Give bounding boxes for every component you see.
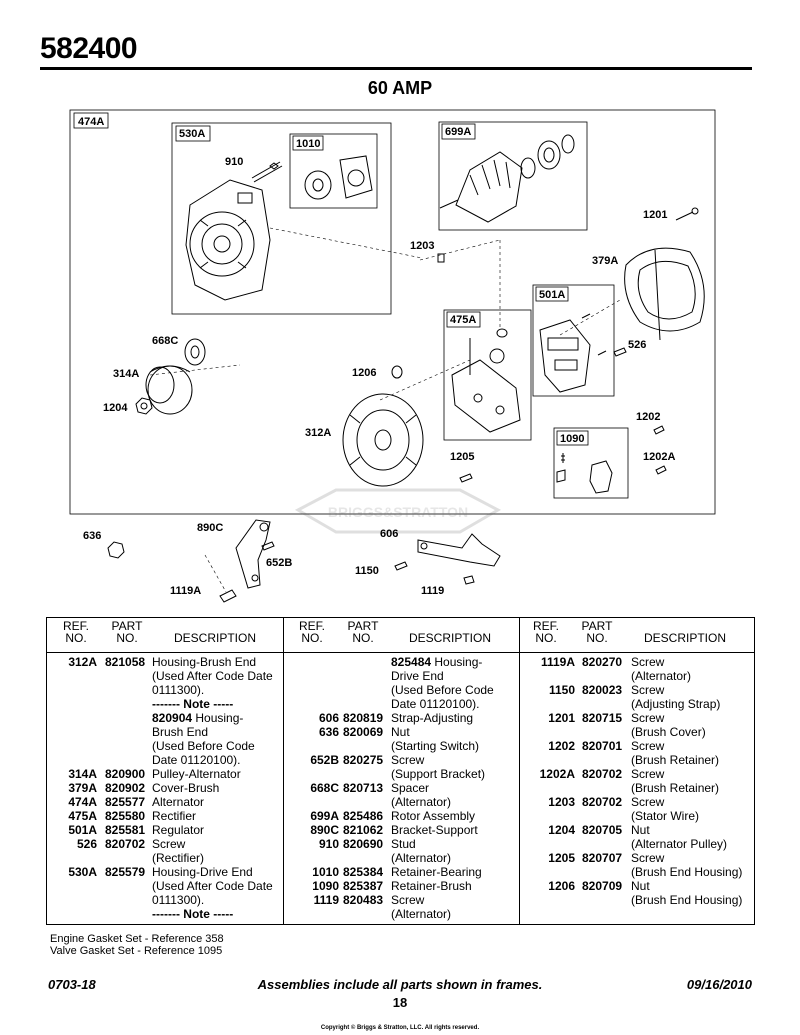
description: Bracket-Support: [391, 823, 478, 837]
description: Screw: [631, 767, 665, 781]
part-no: 820709: [582, 879, 623, 893]
stud-910-drawing: [252, 162, 282, 182]
part-no: 820270: [582, 655, 623, 669]
table-row: [47, 711, 283, 725]
header-part-no: PART NO.: [111, 619, 143, 645]
part-no: 820690: [343, 837, 384, 851]
table-row: [47, 669, 283, 683]
description: (Alternator): [391, 851, 452, 865]
spacer-668C-drawing: [185, 339, 205, 365]
ref-no: 530A: [68, 865, 97, 879]
table-row: [47, 823, 283, 837]
header-ref-no: REF. NO.: [532, 619, 559, 645]
table-row: [519, 669, 755, 683]
header-description: DESCRIPTION: [174, 631, 257, 645]
header-description: DESCRIPTION: [409, 631, 492, 645]
ref-no: 1202A: [539, 767, 575, 781]
watermark-text: BRIGGS&STRATTON: [327, 504, 469, 520]
screw-1202A-drawing: [656, 466, 666, 474]
label-1150: 1150: [355, 565, 379, 577]
table-row: [47, 837, 283, 851]
label-475A: 475A: [450, 314, 477, 326]
part-no: 820702: [582, 795, 623, 809]
description: Drive End: [391, 669, 444, 683]
description: (Used Before Code: [391, 683, 494, 697]
table-row: [283, 753, 519, 767]
footer-assemblies-note: Assemblies include all parts shown in frames.: [257, 977, 543, 992]
model-number: 582400: [40, 32, 138, 65]
description: Housing-Drive End: [152, 865, 253, 879]
table-row: [519, 781, 755, 795]
valve-gasket-note: Valve Gasket Set - Reference 1095: [50, 945, 223, 957]
description: Screw: [631, 655, 665, 669]
screw-1119-drawing: [464, 576, 474, 584]
gasket-notes: [50, 933, 224, 957]
drive-end-housing-drawing: [186, 180, 270, 300]
description: (Used After Code Date: [152, 879, 273, 893]
ref-no: 910: [318, 837, 339, 851]
description: (Stator Wire): [631, 809, 700, 823]
table-row: [519, 711, 755, 725]
ref-no: 312A: [68, 655, 97, 669]
label-312A: 312A: [305, 427, 332, 439]
table-row: [283, 837, 519, 851]
table-row: [283, 669, 519, 683]
frame-474A: [70, 110, 715, 514]
description: (Used After Code Date: [152, 669, 273, 683]
header-description: DESCRIPTION: [644, 631, 727, 645]
table-row: [47, 795, 283, 809]
parts-table: [46, 617, 755, 925]
table-row: [47, 879, 283, 893]
description: Brush End: [152, 725, 209, 739]
table-row: [519, 753, 755, 767]
ref-no: 1010: [312, 865, 339, 879]
ref-no: 606: [318, 711, 339, 725]
table-row: [47, 893, 283, 907]
label-474A: 474A: [78, 116, 105, 128]
description: (Alternator Pulley): [631, 837, 728, 851]
support-bracket-890C-drawing: [236, 520, 270, 588]
table-row: [47, 851, 283, 865]
ref-no: 314A: [68, 767, 97, 781]
description: (Brush End Housing): [631, 865, 743, 879]
table-row: [283, 823, 519, 837]
description: Screw: [152, 837, 186, 851]
table-row: [519, 865, 755, 879]
adjusting-strap-606-drawing: [418, 534, 500, 566]
description: Stud: [391, 837, 416, 851]
part-no: 825580: [105, 809, 146, 823]
description: Alternator: [152, 795, 205, 809]
description: Screw: [631, 711, 665, 725]
ref-no: 1090: [312, 879, 339, 893]
ref-no: 1201: [548, 711, 575, 725]
description: Screw: [631, 683, 665, 697]
nut-1206-drawing: [392, 366, 402, 378]
description: Regulator: [152, 823, 205, 837]
label-530A: 530A: [179, 128, 206, 140]
brush-retainer-1090-drawing: [557, 453, 612, 493]
label-1205: 1205: [450, 451, 475, 463]
description: (Alternator): [631, 669, 692, 683]
part-no: 820702: [582, 767, 623, 781]
footer-date: 09/16/2010: [686, 977, 752, 992]
table-row: [283, 739, 519, 753]
part-no: 825579: [105, 865, 146, 879]
ref-no: 474A: [68, 795, 97, 809]
description: ------- Note -----: [152, 907, 234, 921]
description: Cover-Brush: [152, 781, 220, 795]
table-row: [47, 697, 283, 711]
ref-no: 1206: [548, 879, 575, 893]
label-1119A: 1119A: [170, 585, 202, 597]
screw-1205-drawing: [460, 474, 472, 482]
description: Nut: [631, 823, 650, 837]
frame-530A: [172, 123, 391, 314]
ref-no: 1119A: [540, 655, 575, 669]
ref-no: 501A: [68, 823, 97, 837]
description: Screw: [631, 795, 665, 809]
description: (Brush Retainer): [631, 753, 720, 767]
label-1203: 1203: [410, 240, 435, 252]
part-no: 825384: [343, 865, 384, 879]
footer-code: 0703-18: [48, 977, 96, 992]
ref-no: 699A: [310, 809, 339, 823]
ref-no: 1119: [313, 893, 339, 907]
description: (Adjusting Strap): [631, 697, 721, 711]
label-1206: 1206: [352, 367, 377, 379]
part-no: 825581: [105, 823, 146, 837]
table-row: [283, 851, 519, 865]
table-row: [47, 781, 283, 795]
table-row: [519, 879, 755, 893]
table-row: [519, 837, 755, 851]
label-1204: 1204: [103, 402, 128, 414]
description: Screw: [391, 893, 425, 907]
table-row: [519, 823, 755, 837]
table-row: [47, 739, 283, 753]
parts-column-1: [47, 655, 283, 921]
part-no: 821058: [105, 655, 146, 669]
part-no: 820713: [343, 781, 384, 795]
description: 825484 Housing-: [391, 655, 483, 669]
diagram-title: 60 AMP: [367, 78, 433, 98]
header-part-no: PART NO.: [581, 619, 613, 645]
screw-1201-drawing: [676, 208, 698, 220]
table-row: [519, 655, 755, 669]
screw-1119A-drawing: [220, 590, 236, 602]
bearing-retainer-1010-drawing: [305, 156, 372, 199]
table-row: [283, 767, 519, 781]
part-no: 820069: [343, 725, 384, 739]
ref-no: 1204: [548, 823, 575, 837]
parts-column-3: [519, 655, 755, 907]
label-526: 526: [628, 339, 647, 351]
watermark-logo: [298, 490, 498, 532]
table-row: [47, 767, 283, 781]
description: Retainer-Brush: [391, 879, 472, 893]
table-row: [47, 683, 283, 697]
label-652B: 652B: [266, 557, 293, 569]
part-no: 820023: [582, 683, 623, 697]
table-row: [47, 865, 283, 879]
label-1119: 1119: [421, 585, 445, 597]
table-row: [283, 781, 519, 795]
description: (Starting Switch): [391, 739, 480, 753]
description: (Used Before Code: [152, 739, 255, 753]
table-row: [519, 767, 755, 781]
label-606: 606: [380, 528, 399, 540]
ref-no: 636: [318, 725, 339, 739]
copyright: Copyright © Briggs & Stratton, LLC. All rights reserved.: [320, 1025, 480, 1031]
header-ref-no: REF. NO.: [62, 619, 89, 645]
description: Nut: [631, 879, 650, 893]
table-row: [283, 697, 519, 711]
table-row: [283, 809, 519, 823]
table-row: [47, 809, 283, 823]
description: Spacer: [391, 781, 430, 795]
label-1201: 1201: [643, 209, 668, 221]
label-501A: 501A: [539, 289, 566, 301]
table-row: [47, 725, 283, 739]
label-699A: 699A: [445, 126, 472, 138]
table-row: [283, 795, 519, 809]
label-890C: 890C: [197, 522, 224, 534]
part-no: 820707: [582, 851, 623, 865]
description: (Brush Cover): [631, 725, 706, 739]
part-no: 820705: [582, 823, 623, 837]
part-no: 820819: [343, 711, 384, 725]
ref-no: 475A: [68, 809, 97, 823]
table-row: [283, 893, 519, 907]
ref-no: 652B: [310, 753, 339, 767]
ref-no: 526: [76, 837, 97, 851]
description: Screw: [391, 753, 425, 767]
description: (Support Bracket): [391, 767, 486, 781]
description: Screw: [631, 851, 665, 865]
table-row: [519, 795, 755, 809]
description: 0111300).: [152, 893, 205, 907]
brush-cover-379A-drawing: [625, 248, 705, 340]
pulley-314A-drawing: [146, 366, 192, 414]
page-number: 18: [392, 995, 408, 1010]
table-row: [519, 683, 755, 697]
description: Rectifier: [152, 809, 197, 823]
part-no: 820902: [105, 781, 146, 795]
ref-no: 1203: [548, 795, 575, 809]
table-row: [519, 809, 755, 823]
frame-501A: [533, 285, 614, 396]
description: (Brush End Housing): [631, 893, 743, 907]
description: Housing-Brush End: [152, 655, 257, 669]
screw-1150-drawing: [395, 562, 407, 570]
description: (Alternator): [391, 795, 452, 809]
part-no: 820900: [105, 767, 146, 781]
table-row: [283, 725, 519, 739]
part-no: 821062: [343, 823, 384, 837]
engine-gasket-note: Engine Gasket Set - Reference 358: [50, 933, 224, 945]
description: Date 01120100).: [152, 753, 241, 767]
rotor-699A-drawing: [440, 135, 574, 222]
label-1010: 1010: [296, 138, 321, 150]
nut-636-drawing: [108, 542, 124, 558]
table-row: [283, 865, 519, 879]
part-no: 825387: [343, 879, 384, 893]
nut-1204-drawing: [136, 398, 152, 414]
table-row: [283, 683, 519, 697]
description: ------- Note -----: [152, 697, 234, 711]
table-row: [283, 711, 519, 725]
table-row: [47, 655, 283, 669]
part-no: 825577: [105, 795, 146, 809]
ref-no: 1150: [548, 683, 575, 697]
table-row: [519, 851, 755, 865]
description: Pulley-Alternator: [152, 767, 241, 781]
description: Retainer-Bearing: [391, 865, 482, 879]
header-ref-no: REF. NO.: [298, 619, 325, 645]
description: Screw: [631, 739, 665, 753]
label-379A: 379A: [592, 255, 619, 267]
table-row: [519, 725, 755, 739]
ref-no: 1202: [548, 739, 575, 753]
part-no: 820701: [582, 739, 623, 753]
label-1090: 1090: [560, 433, 585, 445]
rectifier-475A-drawing: [452, 329, 520, 432]
screw-526-drawing: [614, 348, 626, 356]
label-1202A: 1202A: [643, 451, 676, 463]
table-row: [519, 893, 755, 907]
description: (Brush Retainer): [631, 781, 720, 795]
parts-column-2: [283, 655, 519, 921]
label-910: 910: [225, 156, 244, 168]
ref-no: 890C: [310, 823, 339, 837]
part-no: 820702: [105, 837, 146, 851]
description: (Alternator): [391, 907, 452, 921]
part-no: 825486: [343, 809, 384, 823]
description: (Rectifier): [152, 851, 205, 865]
part-no: 820715: [582, 711, 623, 725]
table-row: [47, 753, 283, 767]
table-row: [519, 697, 755, 711]
table-row: [519, 739, 755, 753]
table-row: [283, 879, 519, 893]
part-no: 820275: [343, 753, 384, 767]
brush-end-housing-312A-drawing: [343, 394, 423, 486]
header-part-no: PART NO.: [347, 619, 379, 645]
label-314A: 314A: [113, 368, 140, 380]
ref-no: 1205: [548, 851, 575, 865]
label-668C: 668C: [152, 335, 179, 347]
description: Strap-Adjusting: [391, 711, 474, 725]
part-no: 820483: [343, 893, 384, 907]
ref-no: 379A: [68, 781, 97, 795]
table-row: [283, 655, 519, 669]
table-row: [283, 907, 519, 921]
screw-1202-drawing: [654, 426, 664, 434]
regulator-501A-drawing: [540, 314, 606, 392]
table-row: [47, 907, 283, 921]
label-1202: 1202: [636, 411, 661, 423]
description: 820904 Housing-: [152, 711, 244, 725]
description: Rotor Assembly: [391, 809, 476, 823]
description: Date 01120100).: [391, 697, 480, 711]
description: Nut: [391, 725, 410, 739]
label-636: 636: [83, 530, 102, 542]
ref-no: 668C: [310, 781, 339, 795]
description: 0111300).: [152, 683, 205, 697]
